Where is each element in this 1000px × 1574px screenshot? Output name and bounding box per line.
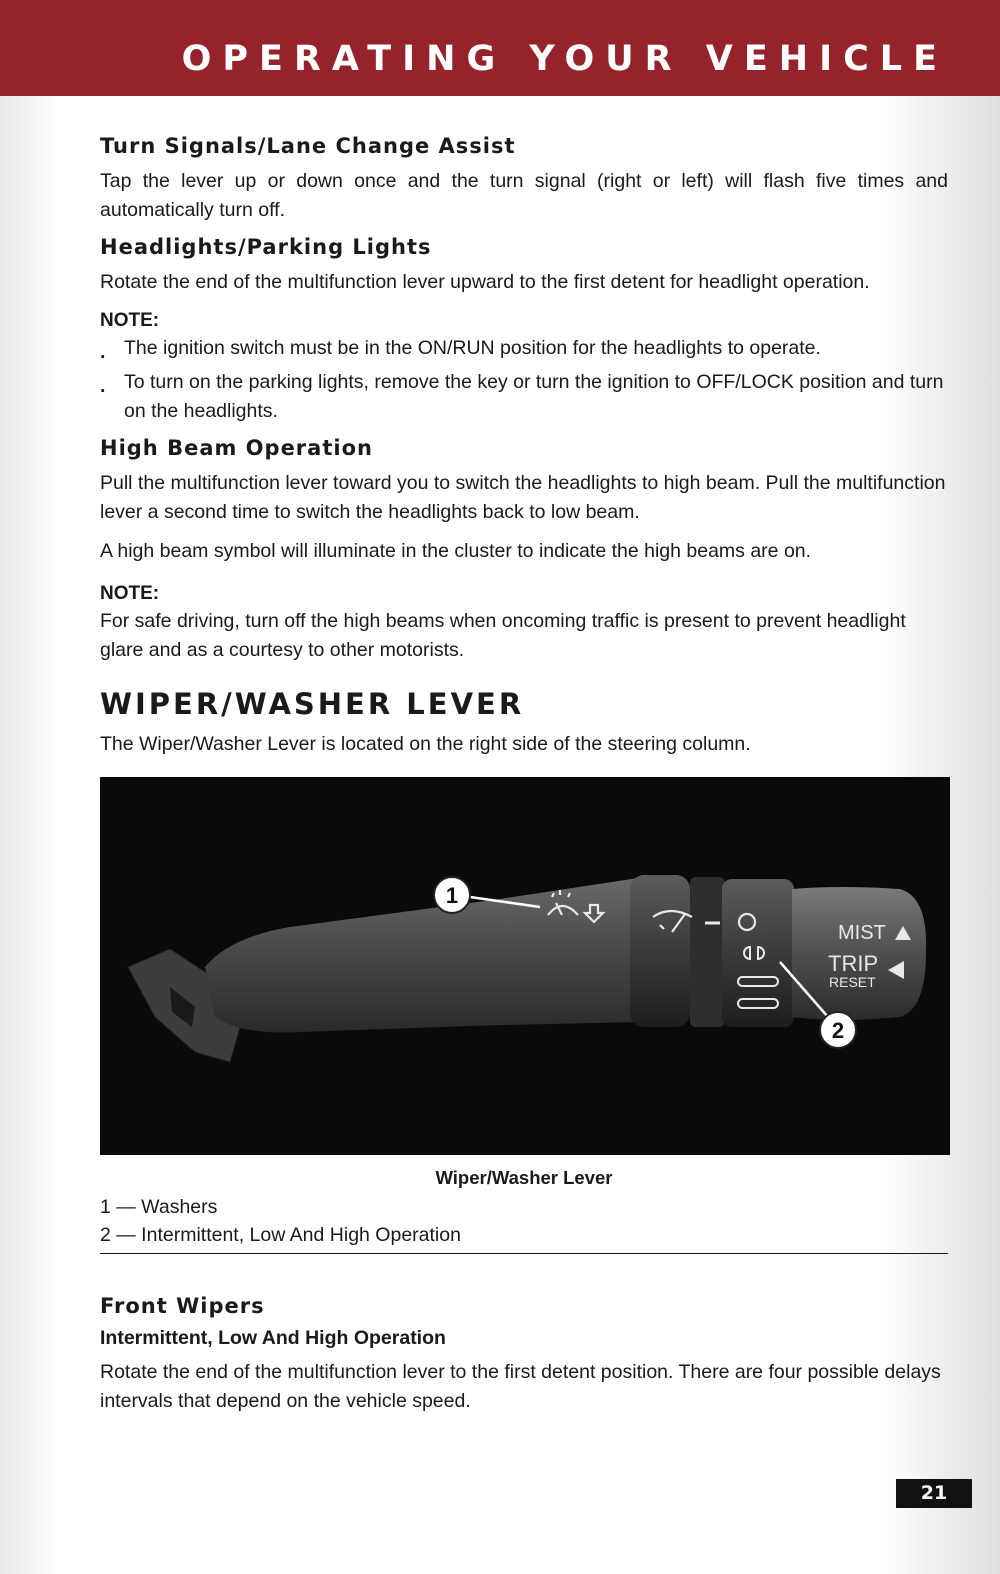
high-beam-body-1: Pull the multifunction lever toward you to switch the headlights to high beam. Pull the multifunction lever a second time to switch the headlights back to low beam. (100, 472, 946, 523)
front-wipers-body: Rotate the end of the multifunction lever to the first detent position. There are four possible delays intervals that depend on the vehicle speed. (100, 1361, 941, 1412)
wiper-lever-figure (100, 777, 950, 1155)
front-wipers-section (100, 1294, 948, 1416)
wiper-washer-section (100, 687, 948, 1254)
legend-item: 1 — Washers (100, 1196, 218, 1218)
turn-signals-section (100, 134, 948, 225)
high-beam-heading: High Beam Operation (100, 436, 373, 460)
trip-label: TRIP (828, 951, 879, 976)
page-header-band (0, 0, 1000, 96)
headlights-note-label: NOTE: (100, 310, 160, 331)
headlights-body: Rotate the end of the multifunction lever upward to the first detent for headlight operation. (100, 271, 870, 293)
wiper-lever-illustration (100, 777, 950, 1155)
headlights-heading: Headlights/Parking Lights (100, 235, 432, 259)
turn-signals-body: Tap the lever up or down once and the turn signal (right or left) will flash five times and automatically turn off. (100, 170, 948, 221)
front-wipers-heading: Front Wipers (100, 1294, 265, 1318)
figure-caption: Wiper/Washer Lever (435, 1167, 613, 1188)
headlights-note-item: . The ignition switch must be in the ON/RUN position for the headlights to operate. (100, 334, 948, 363)
callout-1-number: 1 (445, 883, 459, 908)
front-wipers-subheading: Intermittent, Low And High Operation (100, 1327, 446, 1349)
callout-2-number: 2 (831, 1018, 845, 1043)
high-beam-section (100, 436, 948, 665)
section-divider (100, 1253, 948, 1254)
reset-label: RESET (829, 974, 876, 990)
headlights-note-list (100, 334, 948, 426)
high-beam-note: For safe driving, turn off the high beams when oncoming traffic is present to prevent headlight glare and as a courtesy to other motorists. (100, 610, 906, 661)
wiper-washer-heading: WIPER/WASHER LEVER (100, 687, 525, 721)
mist-label: MIST (838, 922, 886, 944)
legend-item: 2 — Intermittent, Low And High Operation (100, 1224, 461, 1246)
page-content (100, 134, 948, 1426)
header-title: OPERATING YOUR VEHICLE (181, 39, 948, 79)
wiper-washer-intro: The Wiper/Washer Lever is located on the right side of the steering column. (100, 733, 751, 755)
page-number: 21 (896, 1479, 972, 1508)
figure-legend (100, 1193, 948, 1249)
turn-signals-heading: Turn Signals/Lane Change Assist (100, 134, 516, 158)
headlights-note-item: . To turn on the parking lights, remove the key or turn the ignition to OFF/LOCK position and turn on the headlights. (100, 368, 948, 426)
high-beam-body-2: A high beam symbol will illuminate in the cluster to indicate the high beams are on. (100, 540, 812, 562)
headlights-section (100, 235, 948, 426)
high-beam-note-label: NOTE: (100, 583, 160, 604)
